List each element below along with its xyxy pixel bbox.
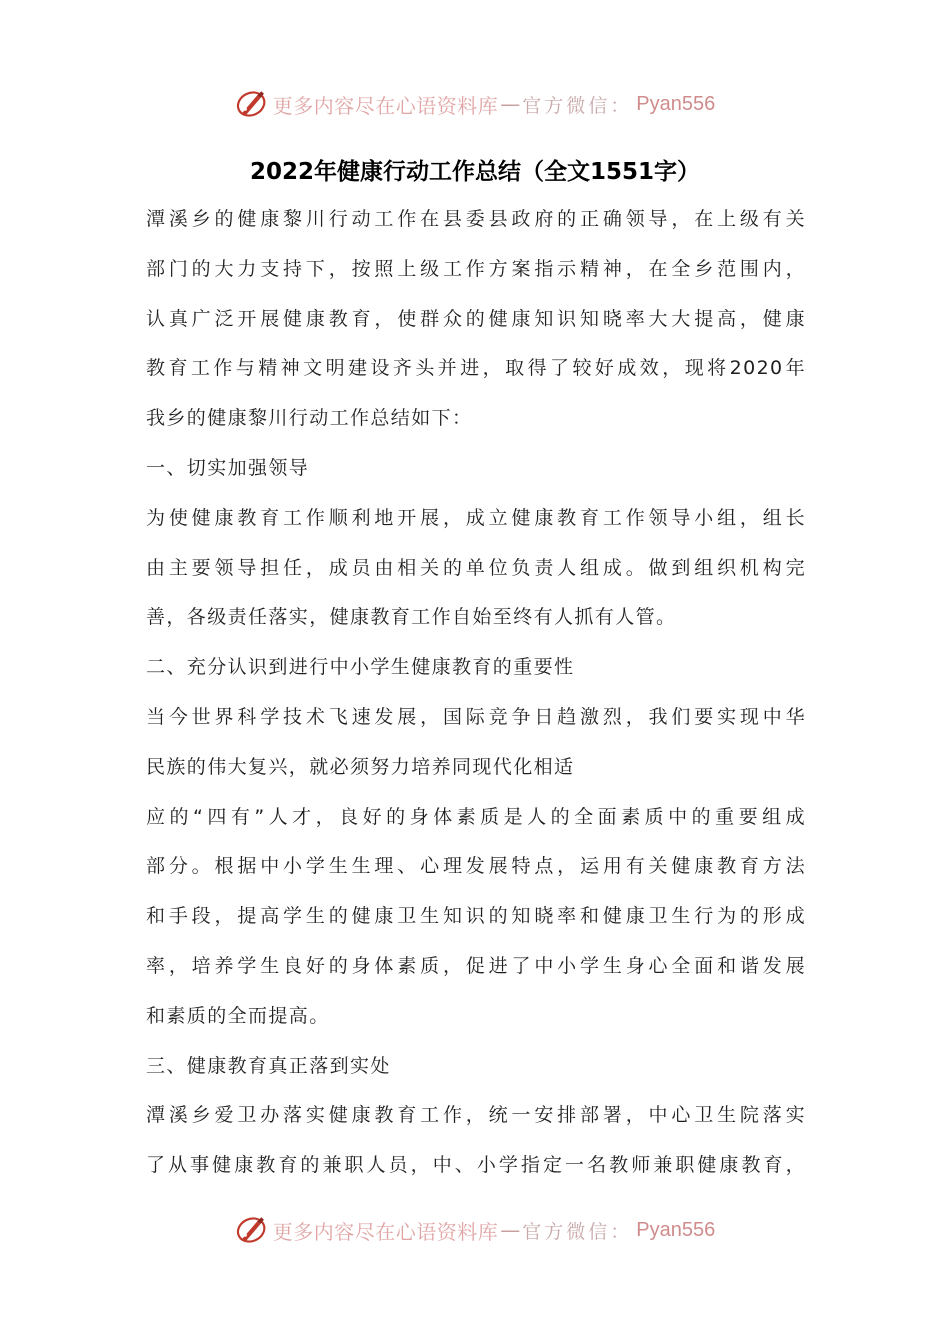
section-heading: 一、切实加强领导 bbox=[146, 456, 310, 479]
pen-logo-icon bbox=[235, 87, 269, 121]
footer-watermark-banner bbox=[0, 1210, 950, 1250]
body-line: 和手段，提高学生的健康卫生知识的知晓率和健康卫生行为的形成 bbox=[146, 905, 806, 928]
body-line: 认真广泛开展健康教育，使群众的健康知识知晓率大大提高，健康 bbox=[146, 307, 806, 330]
banner-dash: — bbox=[500, 1218, 521, 1242]
section-heading: 三、健康教育真正落到实处 bbox=[146, 1054, 391, 1077]
section-heading: 二、充分认识到进行中小学生健康教育的重要性 bbox=[146, 656, 575, 679]
body-line: 我乡的健康黎川行动工作总结如下： bbox=[146, 407, 473, 430]
document-title: 2022年健康行动工作总结（全文1551字） bbox=[249, 159, 701, 185]
body-line: 潭溪乡的健康黎川行动工作在县委县政府的正确领导，在上级有关 bbox=[146, 208, 806, 230]
body-line: 潭溪乡爱卫办落实健康教育工作，统一安排部署，中心卫生院落实 bbox=[146, 1104, 806, 1127]
banner-wechat-label: 官方微信： bbox=[522, 94, 633, 117]
header-watermark-banner bbox=[0, 84, 950, 124]
pen-logo-icon bbox=[235, 1213, 269, 1247]
body-line: 由主要领导担任，成员由相关的单位负责人组成。做到组织机构完 bbox=[146, 556, 806, 579]
banner-wechat-id: Pyan556 bbox=[636, 92, 716, 115]
body-line: 率，培养学生良好的身体素质，促进了中小学生身心全面和谐发展 bbox=[146, 954, 806, 977]
body-line: 民族的伟大复兴，就必须努力培养同现代化相适 bbox=[146, 755, 575, 778]
banner-dash: — bbox=[500, 92, 521, 116]
body-line: 和素质的全而提高。 bbox=[146, 1004, 330, 1027]
document-body bbox=[146, 199, 806, 1195]
banner-slogan: 更多内容尽在心语资料库 bbox=[272, 93, 499, 118]
body-line: 为使健康教育工作顺利地开展，成立健康教育工作领导小组，组长 bbox=[146, 506, 806, 529]
body-line: 了从事健康教育的兼职人员，中、小学指定一名教师兼职健康教育， bbox=[146, 1154, 806, 1177]
banner-wechat-id: Pyan556 bbox=[636, 1218, 716, 1241]
body-line: 教育工作与精神文明建设齐头并进，取得了较好成效，现将2020年 bbox=[146, 357, 806, 380]
banner-slogan: 更多内容尽在心语资料库 bbox=[272, 1219, 499, 1244]
body-line: 善，各级责任落实，健康教育工作自始至终有人抓有人管。 bbox=[146, 606, 677, 629]
body-line: 当今世界科学技术飞速发展，国际竞争日趋激烈，我们要实现中华 bbox=[146, 705, 806, 728]
banner-wechat-label: 官方微信： bbox=[522, 1220, 633, 1243]
body-line: 部门的大力支持下，按照上级工作方案指示精神，在全乡范围内， bbox=[146, 257, 806, 280]
body-line: 部分。根据中小学生生理、心理发展特点，运用有关健康教育方法 bbox=[146, 855, 806, 878]
body-line: 应的“四有”人才，良好的身体素质是人的全面素质中的重要组成 bbox=[146, 805, 806, 828]
